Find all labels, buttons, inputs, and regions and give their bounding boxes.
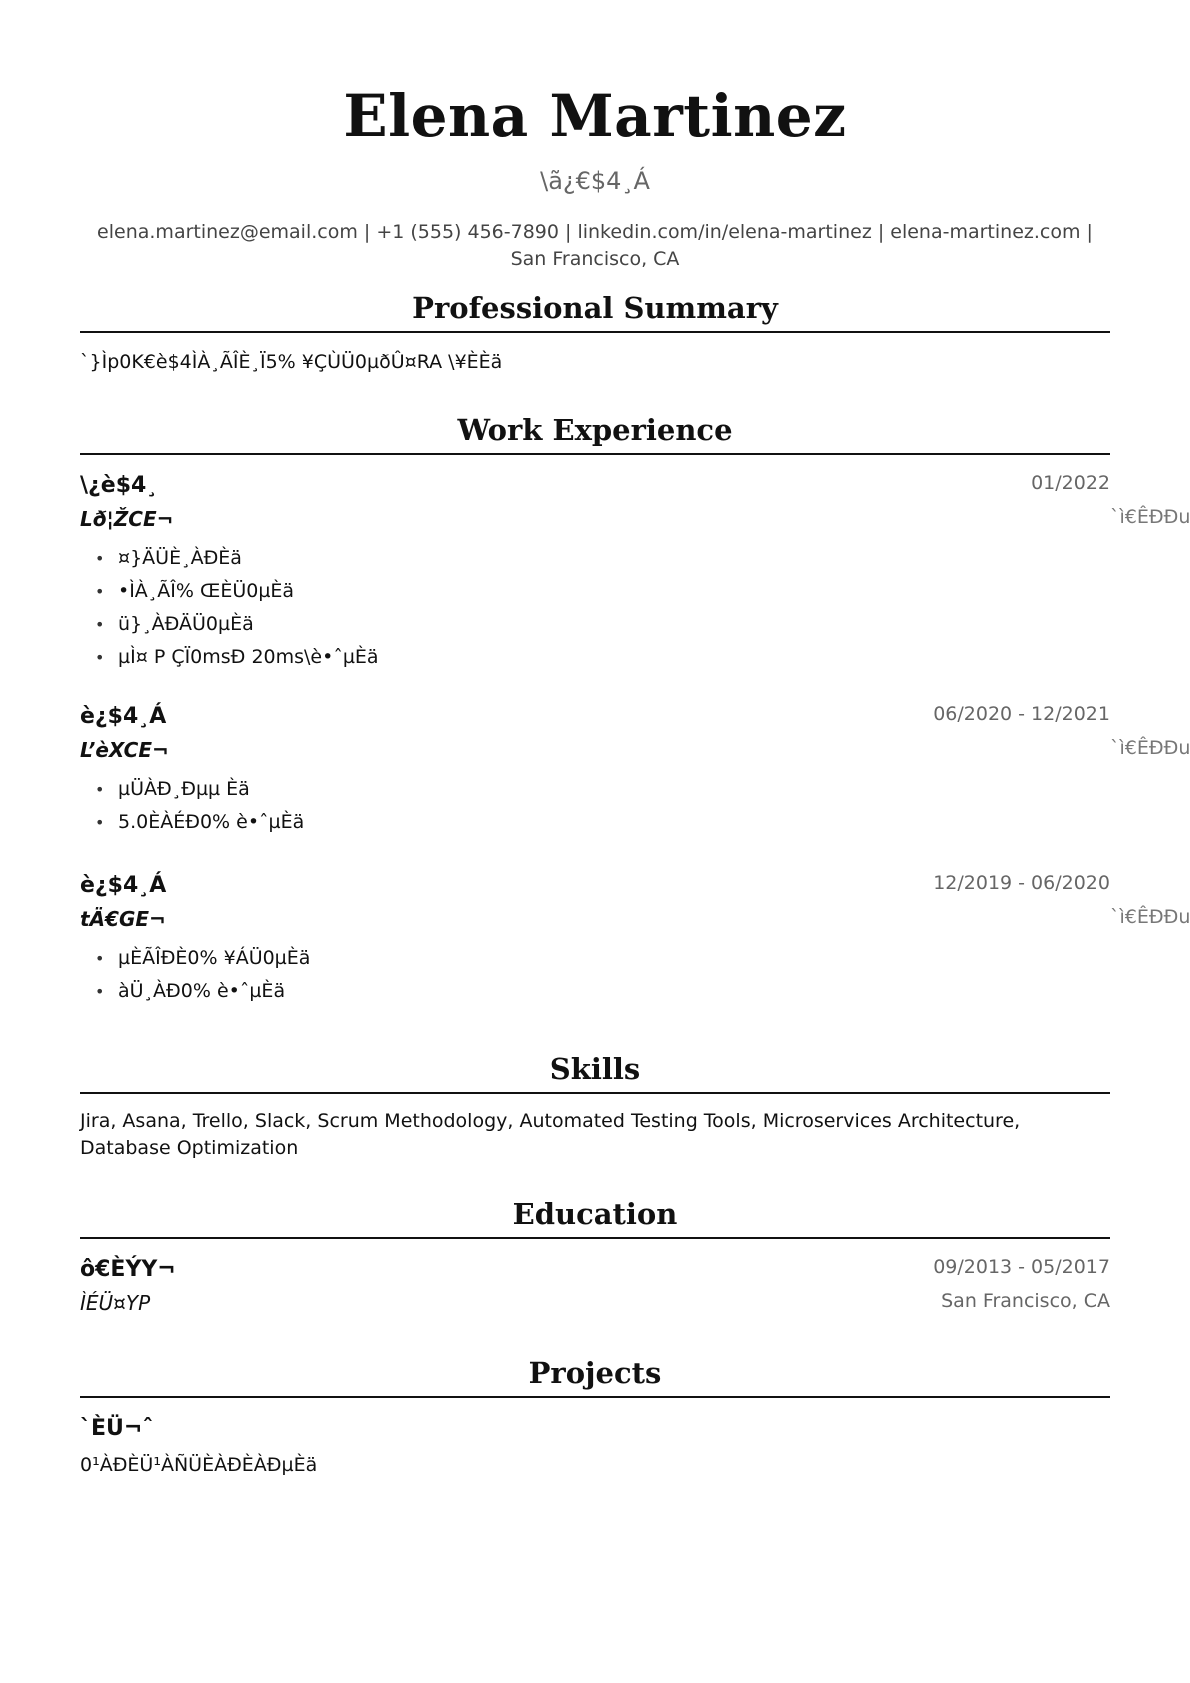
- candidate-name: Elena Martinez: [343, 82, 847, 150]
- job-title: \¿è$4¸: [80, 473, 158, 498]
- job-company: Lð¦ŽCE¬: [80, 507, 174, 531]
- project-description: 0¹ÀÐÈÜ¹ÀÑÜÈÀÐÈÀÐµÈä: [80, 1454, 318, 1476]
- projects-divider: [80, 1396, 1110, 1398]
- job-bullets: [80, 545, 379, 677]
- experience-divider: [80, 453, 1110, 455]
- skills-text: Jira, Asana, Trello, Slack, Scrum Methodology, Automated Testing Tools, Microservices Architecture, Database Optimization: [80, 1110, 1021, 1159]
- education-divider: [80, 1237, 1110, 1239]
- list-item: • µÈÃÎÐÈ0% ¥ÁÜ0µÈä: [80, 945, 310, 978]
- list-item: • ¤}ÄÜÈ¸ÀÐÈä: [80, 545, 379, 578]
- list-item: • 5.0ÈÀÉÐ0% è•ˆµÈä: [80, 809, 304, 842]
- job-location: `ì€ÊÐÐu: [1110, 737, 1190, 759]
- list-item: • µÜÀÐ¸Ðµµ Èä: [80, 776, 304, 809]
- skills-divider: [80, 1092, 1110, 1094]
- job-dates: 12/2019 - 06/2020: [933, 872, 1110, 894]
- job-dates: 01/2022: [1031, 472, 1110, 494]
- job-location: `ì€ÊÐÐu: [1110, 906, 1190, 928]
- list-item: • •ÌÀ¸ÃÎ% ŒÈÜ0µÈä: [80, 578, 379, 611]
- job-location: `ì€ÊÐÐu: [1110, 506, 1190, 528]
- list-item: • ü}¸ÀÐÄÜ0µÈä: [80, 611, 379, 644]
- job-company: L’èXCE¬: [80, 738, 169, 762]
- list-item: • µÌ¤ P ÇÏ0msÐ 20ms\è•ˆµÈä: [80, 644, 379, 677]
- project-title: `ÈÜ¬ˆ: [80, 1416, 154, 1441]
- experience-heading: Work Experience: [457, 413, 733, 447]
- summary-divider: [80, 331, 1110, 333]
- summary-text: `}Ìp0K€è$4ÌÀ¸ÃÎÈ¸Ï5% ¥ÇÙÜ0µðÛ¤RA \¥ÈÈä: [80, 351, 503, 373]
- skills-heading: Skills: [549, 1052, 641, 1086]
- summary-heading: Professional Summary: [412, 291, 778, 325]
- job-bullets: [80, 776, 304, 842]
- education-dates: 09/2013 - 05/2017: [933, 1256, 1110, 1278]
- projects-heading: Projects: [528, 1356, 662, 1390]
- job-title: è¿$4¸Á: [80, 704, 167, 729]
- job-bullets: [80, 945, 310, 1011]
- job-title: è¿$4¸Á: [80, 873, 167, 898]
- education-location: San Francisco, CA: [941, 1290, 1110, 1312]
- degree: ÌÉÜ¤YP: [80, 1291, 151, 1315]
- list-item: • àÜ¸ÀÐ0% è•ˆµÈä: [80, 978, 310, 1011]
- school-name: ô€ÈÝY¬: [80, 1257, 176, 1282]
- education-heading: Education: [512, 1197, 678, 1231]
- contact-line: elena.martinez@email.com | +1 (555) 456-7890 | linkedin.com/in/elena-martinez | elena-martinez.com | San Francisco, CA: [97, 221, 1093, 270]
- job-dates: 06/2020 - 12/2021: [933, 703, 1110, 725]
- job-company: tÄ€GE¬: [80, 907, 166, 931]
- job-title: \ã¿€$4¸Á: [540, 167, 650, 195]
